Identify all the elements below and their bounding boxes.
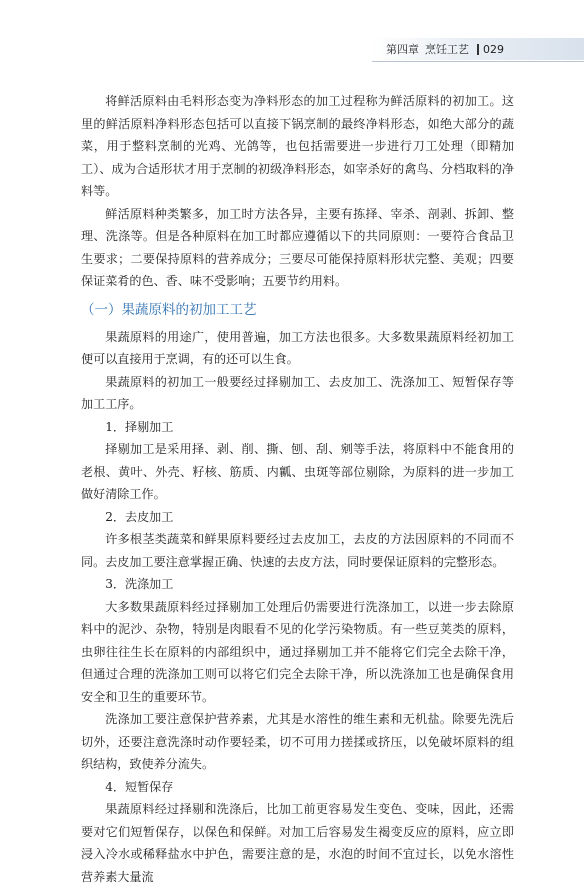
paragraph-washing-nutrients: 洗涤加工要注意保护营养素，尤其是水溶性的维生素和无机盐。除要先洗后切外，还要注意洗涤时动作要轻柔，切不可用力搓揉或挤压，以免破坏原料的组织结构，致使养分流失。 — [81, 712, 514, 771]
paragraph-process: 果蔬原料的初加工一般要经过择剔加工、去皮加工、洗涤加工、短暂保存等加工工序。 — [81, 374, 514, 411]
paragraph-peeling: 许多根茎类蔬菜和鲜果原料要经过去皮加工，去皮的方法因原料的不同而不同。去皮加工要注意掌握正确、快速的去皮方法，同时要保证原料的完整形态。 — [81, 532, 514, 569]
page-number: 029 — [483, 42, 504, 56]
header-separator — [477, 44, 479, 55]
paragraph-intro: 将鲜活原料由毛料形态变为净料形态的加工过程称为鲜活原料的初加工。这里的鲜活原料净料形态包括可以直接下锅烹制的最终净料形态，如绝大部分的蔬菜，用于整料烹制的光鸡、光鸽等，也包括需要进一步进行刀工处理（即精加工）、成为合适形状才用于烹制的初级净料形态，如宰杀好的禽鸟、分档取料的净料等。 — [81, 94, 514, 198]
running-header — [372, 38, 584, 60]
paragraph-trimming: 择剔加工是采用择、剥、削、撕、刨、刮、剜等手法，将原料中不能食用的老根、黄叶、外壳、籽核、筋质、内瓤、虫斑等部位剔除，为原料的进一步加工做好清除工作。 — [81, 442, 514, 501]
subheading-peeling: 2．去皮加工 — [105, 509, 174, 524]
chapter-title: 烹饪工艺 — [425, 43, 469, 56]
subheading-storage: 4．短暂保存 — [105, 779, 174, 794]
paragraph-usage: 果蔬原料的用途广，使用普遍，加工方法也很多。大多数果蔬原料经初加工便可以直接用于烹调，有的还可以生食。 — [81, 329, 514, 366]
chapter-label: 第四章 — [386, 43, 419, 56]
subheading-washing: 3．洗涤加工 — [105, 577, 174, 591]
section-heading: （一）果蔬原料的初加工工艺 — [81, 301, 257, 318]
subheading-trimming: 1．择剔加工 — [105, 419, 174, 434]
paragraph-storage: 果蔬原料经过择剔和洗涤后，比加工前更容易发生变色、变味，因此，还需要对它们短暂保存，以保色和保鲜。对加工后容易发生褐变反应的原料，应立即浸入冷水或稀释盐水中护色，需要注意的是，水泡的时间不宜过长，以免水溶性营养素大量流 — [81, 802, 514, 884]
paragraph-principles: 鲜活原料种类繁多，加工时方法各异，主要有拣择、宰杀、剖剥、拆卸、整理、洗涤等。但是各种原料在加工时都应遵循以下的共同原则：一要符合食品卫生要求；二要保持原料的营养成分；三要尽可能保持原料形状完整、美观；四要保证菜肴的色、香、味不受影响；五要节约用料。 — [81, 206, 514, 288]
page-body — [81, 90, 514, 888]
header-rule — [372, 61, 584, 62]
paragraph-washing: 大多数果蔬原料经过择剔加工处理后仍需要进行洗涤加工，以进一步去除原料中的泥沙、杂物，特别是肉眼看不见的化学污染物质。有一些豆荚类的原料，虫卵往往生长在原料的内部组织中，通过择剔加工并不能将它们完全去除干净，但通过合理的洗涤加工则可以将它们完全去除干净，所以洗涤加工也是确保食用安全和卫生的重要环节。 — [81, 599, 514, 704]
